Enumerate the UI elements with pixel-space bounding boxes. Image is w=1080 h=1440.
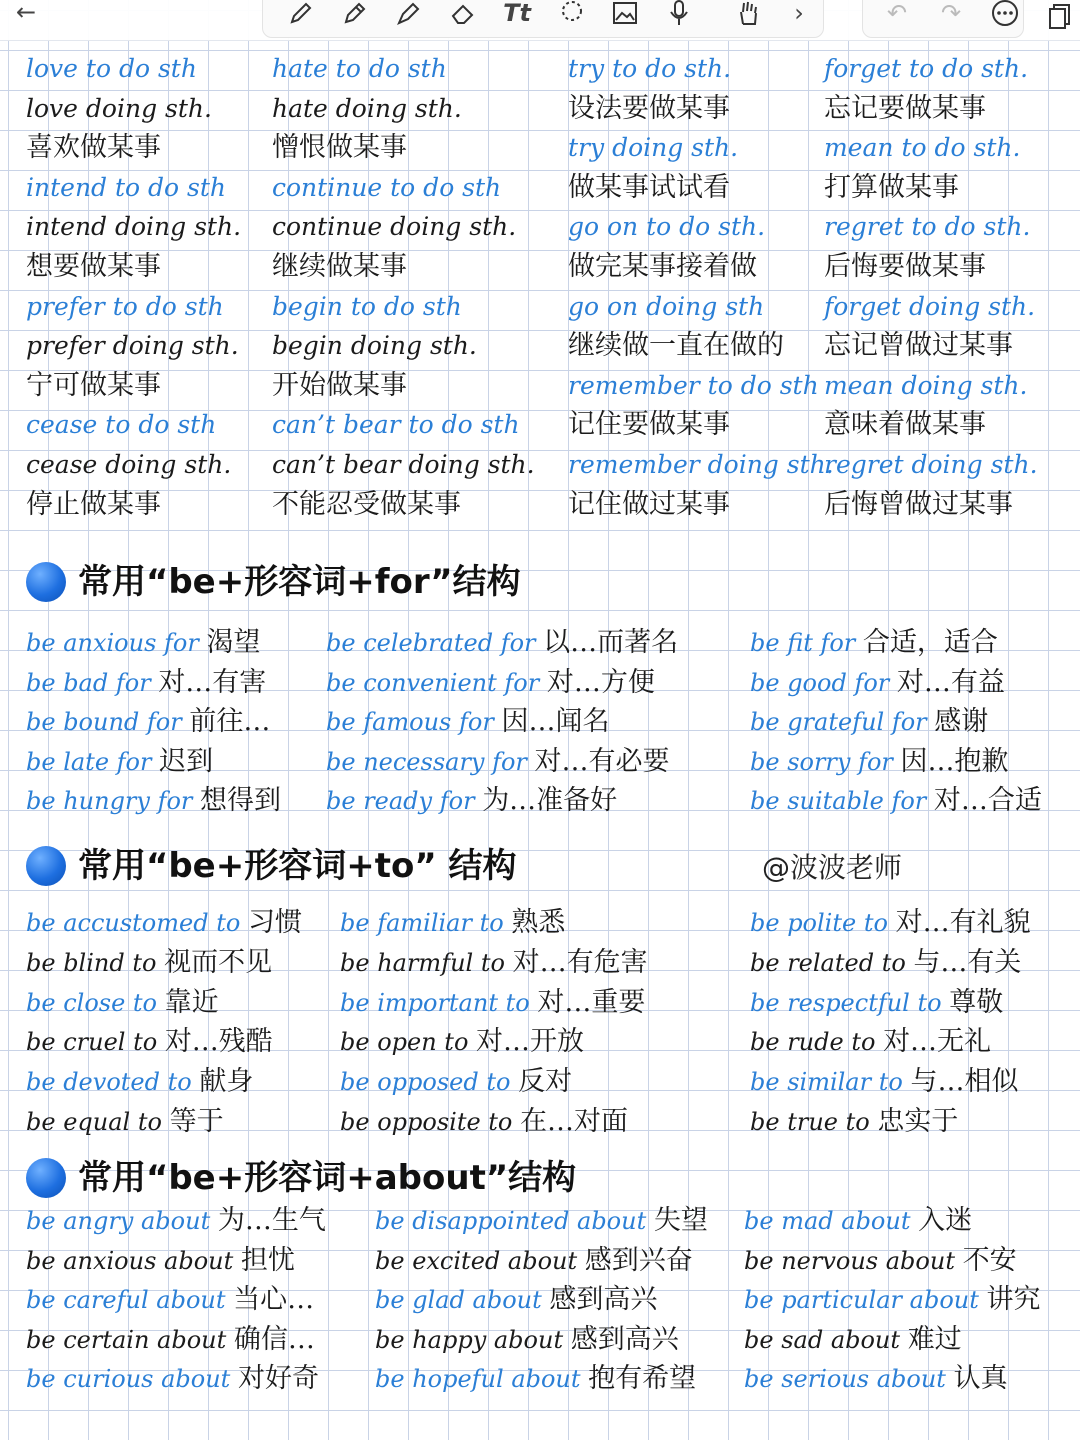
phrase-chinese: 认真 (953, 1363, 1008, 1395)
phrase-col2-row-3: 憎恨做某事 (272, 132, 407, 164)
phrase-english: be angry about (26, 1207, 211, 1235)
redo-icon[interactable]: ↷ (940, 0, 962, 27)
phrase-english: be serious about (744, 1365, 946, 1394)
phrase-col4-row-6: 后悔要做某事 (824, 251, 986, 282)
phrase-english: be related to (750, 948, 906, 977)
phrase-english: be disappointed about (375, 1207, 647, 1235)
phrase-col2-row-7: begin to do sth (272, 291, 462, 321)
phrase-chinese: 为…生气 (217, 1205, 326, 1236)
section-for-item (26, 747, 213, 777)
section-to-item (750, 1107, 958, 1137)
phrase-col3-row-7: go on doing sth (568, 291, 765, 321)
section-to-item (26, 1027, 273, 1057)
section-about-item (744, 1325, 962, 1355)
phrase-chinese: 习惯 (247, 907, 302, 938)
marker-icon[interactable] (335, 0, 375, 31)
phrase-col2-row-11: can’t bear doing sth. (272, 450, 535, 479)
phrase-col2-row-1: hate to do sth (272, 54, 447, 83)
section-for-item (326, 668, 655, 698)
phrase-col1-row-2: love doing sth. (26, 93, 212, 123)
phrase-english: be similar to (750, 1068, 903, 1097)
phrase-english: be opposite to (340, 1108, 513, 1136)
phrase-english: be curious about (26, 1365, 231, 1394)
phrase-chinese: 对…无礼 (883, 1026, 992, 1058)
phrase-chinese: 尊敬 (949, 986, 1004, 1018)
phrase-col4-row-5: regret to do sth. (824, 212, 1031, 242)
phrase-chinese: 对…有害 (158, 666, 267, 698)
phrase-english: be good for (750, 668, 890, 697)
section-to-item (26, 948, 272, 978)
section-about-item (375, 1325, 679, 1355)
phrase-english: be familiar to (340, 909, 504, 937)
phrase-english: be anxious about (26, 1246, 234, 1275)
author-watermark: @波波老师 (762, 851, 903, 884)
phrase-english: be anxious for (26, 629, 199, 657)
phrase-english: be sorry for (750, 747, 893, 776)
phrase-english: be cruel to (26, 1028, 158, 1057)
phrase-english: be devoted to (26, 1068, 192, 1097)
section-to-item (26, 1107, 224, 1137)
phrase-chinese: 前往… (189, 706, 271, 738)
section-for-item (26, 786, 281, 816)
phrase-chinese: 视而不见 (164, 946, 273, 978)
phrase-col2-row-2: hate doing sth. (272, 93, 462, 123)
phrase-english: be accustomed to (26, 909, 241, 937)
microphone-icon[interactable] (659, 0, 699, 31)
phrase-chinese: 对…重要 (537, 986, 646, 1018)
phrase-chinese: 担忧 (240, 1244, 295, 1276)
phrase-english: be excited about (375, 1246, 578, 1275)
phrase-english: be late for (26, 747, 152, 776)
phrase-english: be ready for (326, 787, 475, 816)
phrase-english: be famous for (326, 708, 494, 737)
section-heading-for (26, 560, 521, 604)
section-for-item (326, 628, 678, 658)
heading-about-text: 常用“be+形容词+about”结构 (78, 1158, 577, 1198)
back-arrow-icon[interactable]: ← (15, 0, 37, 26)
phrase-chinese: 失望 (653, 1205, 708, 1236)
phrase-chinese: 对…有必要 (534, 745, 670, 777)
phrase-col1-row-12: 停止做某事 (26, 488, 161, 520)
phrase-english: be certain about (26, 1325, 227, 1354)
heading-for-text: 常用“be+形容词+for”结构 (78, 562, 521, 602)
section-to-item (26, 1067, 253, 1097)
section-to-item (26, 908, 302, 938)
phrase-col4-row-8: 忘记曾做过某事 (824, 330, 1013, 362)
section-to-item (750, 948, 1021, 978)
phrase-col2-row-4: continue to do sth (272, 172, 502, 202)
section-for-item (326, 707, 609, 737)
phrase-col1-row-3: 喜欢做某事 (26, 132, 161, 164)
section-for-item (26, 668, 266, 698)
section-about-item (744, 1285, 1041, 1315)
phrase-chinese: 渴望 (206, 627, 261, 658)
section-about-item (744, 1246, 1017, 1276)
phrase-chinese: 感到高兴 (549, 1284, 658, 1316)
pen-icon[interactable] (281, 0, 321, 31)
section-for-item (750, 786, 1042, 816)
phrase-chinese: 对…有益 (896, 666, 1005, 698)
section-to-item (750, 1027, 991, 1057)
section-about-item (26, 1206, 326, 1236)
section-to-item (26, 988, 219, 1018)
phrase-chinese: 靠近 (164, 986, 219, 1018)
section-for-item (26, 628, 260, 658)
phrase-english: be true to (750, 1108, 870, 1136)
phrase-english: be bad for (26, 668, 151, 697)
phrase-chinese: 与…有关 (913, 946, 1022, 978)
phrase-english: be happy about (375, 1325, 564, 1354)
section-for-item (750, 747, 1009, 777)
highlighter-icon[interactable] (389, 0, 429, 31)
phrase-english: be necessary for (326, 747, 527, 776)
phrase-chinese: 想得到 (200, 785, 282, 817)
phrase-english: be nervous about (744, 1246, 955, 1275)
phrase-english: be grateful for (750, 708, 927, 737)
phrase-col2-row-5: continue doing sth. (272, 212, 517, 242)
phrase-col4-row-7: forget doing sth. (824, 291, 1036, 321)
phrase-chinese: 对…有礼貌 (895, 907, 1031, 938)
phrase-col3-row-9: remember to do sth (568, 370, 819, 400)
phrase-col2-row-10: can’t bear to do sth (272, 410, 520, 440)
phrase-chinese: 对…开放 (476, 1026, 585, 1058)
phrase-chinese: 反对 (518, 1066, 573, 1098)
lasso-icon[interactable] (551, 0, 591, 31)
phrase-english: be blind to (26, 948, 157, 977)
phrase-english: be open to (340, 1028, 469, 1057)
phrase-english: be important to (340, 988, 530, 1017)
phrase-col2-row-9: 开始做某事 (272, 369, 407, 401)
phrase-col1-row-7: prefer to do sth (26, 291, 224, 321)
phrase-col3-row-4: 做某事试试看 (568, 171, 730, 203)
section-for-item (326, 747, 670, 777)
phrase-english: be particular about (744, 1286, 979, 1315)
phrase-col1-row-5: intend doing sth. (26, 212, 242, 242)
eraser-icon[interactable] (443, 0, 483, 31)
phrase-chinese: 以…而著名 (543, 627, 679, 658)
phrase-chinese: 忠实于 (877, 1106, 959, 1137)
phrase-col4-row-3: mean to do sth. (824, 133, 1021, 163)
section-for-item (26, 707, 270, 737)
phrase-col1-row-10: cease to do sth (26, 410, 217, 440)
phrase-col3-row-10: 记住要做某事 (568, 409, 730, 441)
phrase-chinese: 献身 (199, 1066, 254, 1098)
phrase-english: be polite to (750, 909, 888, 937)
phrase-chinese: 难过 (907, 1323, 962, 1355)
phrase-chinese: 对好奇 (237, 1363, 319, 1395)
phrase-chinese: 感到兴奋 (584, 1244, 693, 1276)
section-about-item (26, 1364, 319, 1394)
section-for-item (750, 668, 1005, 698)
phrase-col2-row-8: begin doing sth. (272, 331, 477, 361)
phrase-col1-row-6: 想要做某事 (26, 251, 161, 282)
section-about-item (375, 1206, 708, 1236)
section-to-item (340, 988, 645, 1018)
phrase-chinese: 确信… (233, 1323, 315, 1355)
phrase-chinese: 感谢 (934, 706, 989, 738)
phrase-col3-row-6: 做完某事接着做 (568, 251, 757, 282)
phrase-chinese: 当心… (233, 1284, 315, 1316)
phrase-chinese: 合适，适合 (862, 627, 998, 658)
phrase-col3-row-12: 记住做过某事 (568, 488, 730, 520)
phrase-col1-row-8: prefer doing sth. (26, 331, 239, 361)
heading-to-text: 常用“be+形容词+to” 结构 (78, 846, 517, 886)
phrase-col1-row-4: intend to do sth (26, 172, 227, 202)
phrase-chinese: 对…残酷 (164, 1026, 273, 1058)
section-heading-to (26, 844, 517, 888)
phrase-english: be hopeful about (375, 1365, 581, 1394)
more-icon[interactable] (985, 0, 1025, 31)
phrase-col1-row-9: 宁可做某事 (26, 369, 161, 401)
phrase-chinese: 等于 (169, 1106, 224, 1137)
history-tools-group (862, 0, 1024, 38)
blue-circle-icon (26, 846, 66, 886)
section-to-item (750, 908, 1031, 938)
phrase-english: be careful about (26, 1286, 226, 1315)
section-to-item (340, 948, 648, 978)
blue-circle-icon (26, 562, 66, 602)
section-to-item (340, 1107, 628, 1137)
phrase-chinese: 对…有危害 (512, 946, 648, 978)
section-to-item (340, 1027, 584, 1057)
section-about-item (375, 1364, 696, 1394)
phrase-col2-row-12: 不能忍受做某事 (272, 488, 461, 520)
phrase-english: be mad about (744, 1207, 911, 1235)
phrase-chinese: 对…合适 (933, 785, 1042, 817)
section-for-item (750, 707, 988, 737)
phrase-chinese: 在…对面 (520, 1106, 629, 1137)
phrase-english: be convenient for (326, 668, 540, 697)
phrase-col1-row-11: cease doing sth. (26, 450, 232, 479)
phrase-chinese: 不安 (962, 1244, 1017, 1276)
phrase-chinese: 为…准备好 (482, 785, 618, 817)
section-about-item (375, 1246, 693, 1276)
phrase-col3-row-8: 继续做一直在做的 (568, 330, 784, 362)
section-about-item (744, 1364, 1008, 1394)
phrase-english: be sad about (744, 1325, 901, 1354)
phrase-col4-row-1: forget to do sth. (824, 54, 1029, 83)
phrase-english: be celebrated for (326, 629, 536, 657)
phrase-col4-row-11: regret doing sth. (824, 450, 1038, 479)
phrase-chinese: 对…方便 (546, 666, 655, 698)
pages-icon[interactable] (1040, 0, 1080, 34)
phrase-english: be opposed to (340, 1068, 511, 1097)
text-tool-icon[interactable]: Tt (503, 0, 531, 27)
image-icon[interactable] (605, 0, 645, 31)
phrase-col3-row-1: try to do sth. (568, 54, 732, 83)
chevron-right-icon[interactable]: › (794, 0, 804, 27)
section-for-item (750, 628, 998, 658)
phrase-col4-row-10: 意味着做某事 (824, 409, 986, 441)
section-about-item (744, 1206, 972, 1236)
phrase-col4-row-2: 忘记要做某事 (824, 92, 986, 124)
section-about-item (375, 1285, 657, 1315)
phrase-english: be fit for (750, 629, 856, 657)
phrase-col3-row-2: 设法要做某事 (568, 92, 730, 124)
phrase-chinese: 因…抱歉 (900, 745, 1009, 777)
phrase-col1-row-1: love to do sth (26, 54, 197, 83)
phrase-col3-row-11: remember doing sth. (568, 450, 834, 479)
phrase-chinese: 感到高兴 (570, 1323, 679, 1355)
phrase-chinese: 抱有希望 (588, 1363, 697, 1395)
phrase-chinese: 因…闻名 (501, 706, 610, 738)
phrase-english: be rude to (750, 1028, 876, 1057)
drawing-tools-group (262, 0, 824, 38)
phrase-english: be glad about (375, 1286, 542, 1315)
section-to-item (340, 908, 565, 938)
phrase-english: be harmful to (340, 948, 505, 977)
hand-icon[interactable] (729, 0, 769, 31)
blue-circle-icon (26, 1158, 66, 1198)
section-about-item (26, 1246, 295, 1276)
phrase-col4-row-9: mean doing sth. (824, 370, 1028, 400)
phrase-chinese: 入迷 (918, 1205, 973, 1236)
phrase-english: be suitable for (750, 787, 927, 816)
section-for-item (326, 786, 617, 816)
phrase-english: be hungry for (26, 787, 193, 816)
phrase-english: be close to (26, 988, 158, 1017)
section-about-item (26, 1285, 314, 1315)
phrase-col3-row-5: go on to do sth. (568, 212, 766, 242)
section-to-item (750, 988, 1003, 1018)
undo-icon[interactable]: ↶ (886, 0, 908, 27)
phrase-chinese: 熟悉 (511, 907, 566, 938)
phrase-col3-row-3: try doing sth. (568, 133, 739, 163)
phrase-chinese: 讲究 (986, 1284, 1041, 1316)
phrase-col4-row-12: 后悔曾做过某事 (824, 488, 1013, 520)
phrase-english: be bound for (26, 708, 182, 737)
section-to-item (340, 1067, 572, 1097)
top-toolbar (0, 0, 1080, 41)
section-about-item (26, 1325, 315, 1355)
phrase-chinese: 迟到 (159, 745, 214, 777)
phrase-col4-row-4: 打算做某事 (824, 171, 959, 203)
phrase-english: be equal to (26, 1108, 162, 1136)
section-to-item (750, 1067, 1018, 1097)
section-heading-about (26, 1156, 576, 1200)
phrase-chinese: 与…相似 (910, 1066, 1019, 1098)
phrase-english: be respectful to (750, 988, 942, 1017)
phrase-col2-row-6: 继续做某事 (272, 251, 407, 282)
